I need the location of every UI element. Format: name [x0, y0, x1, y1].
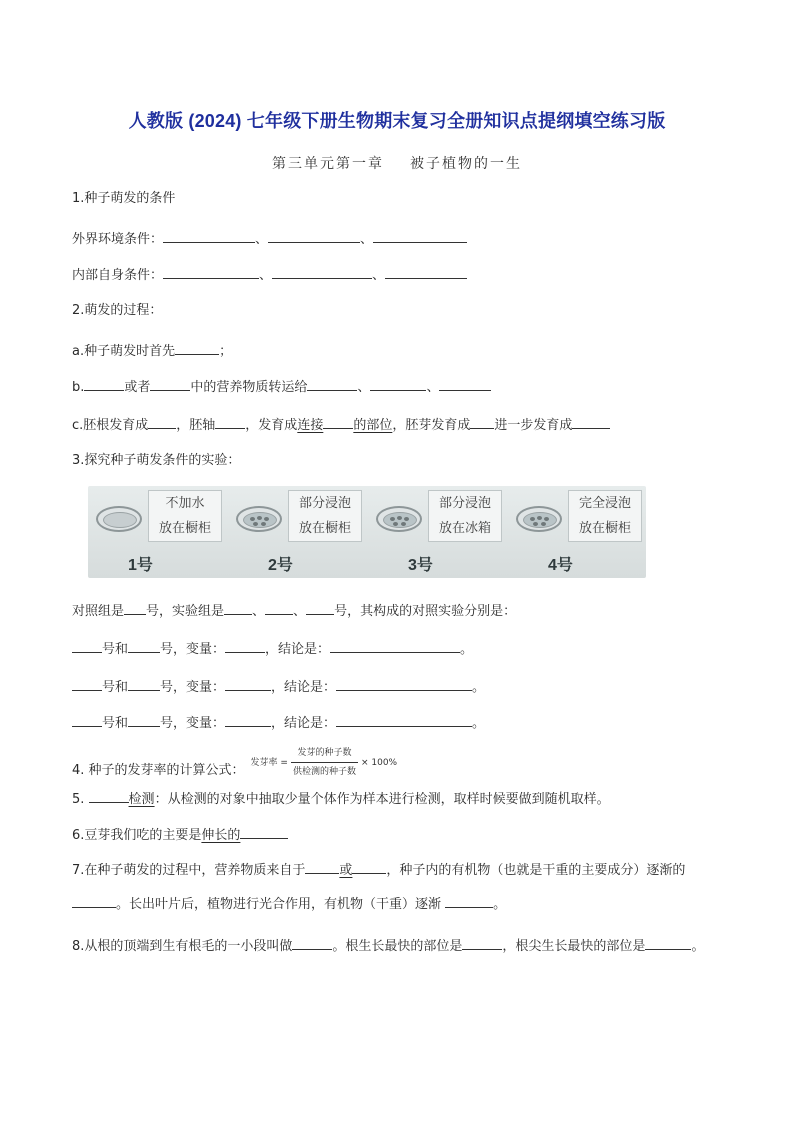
formula-rhs: × 100%: [360, 758, 398, 768]
blank[interactable]: [128, 676, 160, 691]
q3-text: 号，变量：: [160, 642, 226, 657]
q2-c-row: [72, 414, 610, 435]
q3-text: 号和: [102, 716, 129, 731]
q8-paragraph: [72, 930, 722, 964]
q3-text: 号和: [102, 680, 129, 695]
petri-dish-icon: [96, 506, 142, 532]
q3-text: ，结论是：: [265, 642, 331, 657]
q2-c-underlined: 的部位: [353, 418, 393, 433]
separator: 、: [360, 232, 374, 247]
q2-b-text: 中的营养物质转运给: [190, 380, 308, 395]
blank[interactable]: [307, 376, 357, 391]
q5-row: [72, 788, 610, 809]
q2-heading: 2.萌发的过程：: [72, 303, 163, 318]
dish-condition: 完全浸泡 放在橱柜: [568, 490, 642, 542]
separator: 、: [252, 604, 266, 619]
q1-external-label: 外界环境条件：: [72, 232, 164, 247]
blank[interactable]: [336, 676, 472, 691]
blank[interactable]: [163, 228, 255, 243]
blank[interactable]: [225, 638, 265, 653]
q1-internal-label: 内部自身条件：: [72, 268, 164, 283]
q7-paragraph: [72, 854, 722, 922]
formula-numerator: 发芽的种子数: [291, 744, 358, 763]
blank[interactable]: [385, 264, 467, 279]
q5-text: ：从检测的对象中抽取少量个体作为样本进行检测，取样时候要做到随机取样。: [154, 792, 610, 807]
q7-or: 或: [339, 863, 353, 878]
q2-a-text: a.种子萌发时首先: [72, 344, 176, 359]
blank[interactable]: [72, 676, 102, 691]
q2-c-underlined: 连接: [297, 418, 324, 433]
q7-text: 7.在种子萌发的过程中，营养物质来自于: [72, 863, 306, 878]
chapter-label: 被子植物的一生: [410, 156, 522, 172]
q1-external-row: [72, 228, 467, 249]
dish-panel-1: [88, 486, 226, 578]
q2-c-text: ，胚芽发育成: [392, 418, 471, 433]
q3-text: 。: [472, 716, 486, 731]
q3-pair-row: [72, 676, 485, 697]
q2-b-or: 或者: [124, 380, 151, 395]
petri-dish-icon: [516, 506, 562, 532]
q3-control-row: [72, 600, 516, 621]
q4-heading: 4. 种子的发芽率的计算公式：: [72, 763, 245, 778]
q2-a-row: [72, 340, 232, 361]
q7-text: 。长出叶片后，植物进行光合作用，有机物（干重）逐渐: [116, 897, 446, 912]
q5-keyword: 检测: [128, 792, 155, 807]
experiment-figure: [88, 486, 646, 578]
blank[interactable]: [645, 935, 691, 950]
blank[interactable]: [84, 376, 124, 391]
blank[interactable]: [265, 600, 293, 615]
q2-a-end: ；: [219, 344, 233, 359]
blank[interactable]: [215, 414, 245, 429]
blank[interactable]: [224, 600, 252, 615]
dish-condition: 部分浸泡 放在冰箱: [428, 490, 502, 542]
q3-text: 。: [472, 680, 486, 695]
blank[interactable]: [462, 935, 502, 950]
q5-prefix: 5.: [72, 792, 85, 807]
q3-text: ，结论是：: [271, 716, 337, 731]
blank[interactable]: [128, 638, 160, 653]
separator: 、: [259, 268, 273, 283]
q6-text: 6.豆芽我们吃的主要是: [72, 828, 202, 843]
blank[interactable]: [240, 824, 288, 839]
dish-condition: 不加水 放在橱柜: [148, 490, 222, 542]
q7-text: ，种子内的有机物（也就是干重的主要成分）逐渐的: [386, 863, 686, 878]
blank[interactable]: [439, 376, 491, 391]
separator: 、: [293, 604, 307, 619]
blank[interactable]: [445, 893, 493, 908]
blank[interactable]: [272, 264, 372, 279]
dish-panel-3: [368, 486, 506, 578]
section-subtitle: [0, 153, 794, 173]
dish-number: 1号: [128, 557, 153, 574]
q2-c-text: ，胚轴: [176, 418, 216, 433]
dish-number: 4号: [548, 557, 573, 574]
dish-panel-4: [508, 486, 646, 578]
q1-internal-row: [72, 264, 467, 285]
separator: 、: [357, 380, 371, 395]
q3-text: 号，其构成的对照实验分别是：: [334, 604, 517, 619]
separator: 、: [372, 268, 386, 283]
q3-text: 号，实验组是: [146, 604, 225, 619]
page-title: 人教版 (2024) 七年级下册生物期末复习全册知识点提纲填空练习版: [128, 111, 666, 131]
blank[interactable]: [89, 788, 129, 803]
blank[interactable]: [268, 228, 360, 243]
blank[interactable]: [225, 676, 271, 691]
q3-pair-row: [72, 638, 473, 659]
q3-text: 号和: [102, 642, 129, 657]
blank[interactable]: [373, 228, 467, 243]
q2-c-text: ，发育成: [245, 418, 298, 433]
blank[interactable]: [175, 340, 219, 355]
dish-panel-2: [228, 486, 366, 578]
q1-heading: 1.种子萌发的条件: [72, 191, 176, 206]
blank[interactable]: [323, 414, 353, 429]
blank[interactable]: [470, 414, 494, 429]
q4-row: [72, 748, 398, 789]
q3-text: 号，变量：: [160, 716, 226, 731]
blank[interactable]: [72, 893, 116, 908]
q6-keyword: 伸长的: [201, 828, 241, 843]
q7-text: 。: [493, 897, 507, 912]
q2-c-text: 进一步发育成: [494, 418, 573, 433]
q3-text: 。: [460, 642, 474, 657]
dish-number: 3号: [408, 557, 433, 574]
blank[interactable]: [128, 712, 160, 727]
formula-denominator: 供检测的种子数: [292, 767, 356, 777]
blank[interactable]: [352, 859, 386, 874]
unit-label: 第三单元第一章: [272, 156, 384, 172]
q8-text: 8.从根的顶端到生有根毛的一小段叫做: [72, 939, 293, 954]
blank[interactable]: [72, 712, 102, 727]
q3-pair-row: [72, 712, 485, 733]
q8-text: 。根生长最快的部位是: [332, 939, 463, 954]
blank[interactable]: [292, 935, 332, 950]
petri-dish-icon: [376, 506, 422, 532]
q8-text: 。: [691, 939, 705, 954]
separator: 、: [255, 232, 269, 247]
blank[interactable]: [336, 712, 472, 727]
blank[interactable]: [306, 600, 334, 615]
blank[interactable]: [305, 859, 339, 874]
dish-condition: 部分浸泡 放在橱柜: [288, 490, 362, 542]
petri-dish-icon: [236, 506, 282, 532]
blank[interactable]: [124, 600, 146, 615]
dish-number: 2号: [268, 557, 293, 574]
q3-heading: 3.探究种子萌发条件的实验：: [72, 453, 241, 468]
q6-row: [72, 824, 288, 845]
blank[interactable]: [163, 264, 259, 279]
q3-text: ，结论是：: [271, 680, 337, 695]
formula-lhs: 发芽率 =: [250, 758, 288, 768]
q2-b-row: [72, 376, 491, 397]
blank[interactable]: [572, 414, 610, 429]
separator: 、: [426, 380, 440, 395]
blank[interactable]: [370, 376, 426, 391]
blank[interactable]: [148, 414, 176, 429]
blank[interactable]: [72, 638, 102, 653]
q3-text: 号，变量：: [160, 680, 226, 695]
blank[interactable]: [150, 376, 190, 391]
q8-text: ，根尖生长最快的部位是: [502, 939, 646, 954]
q2-b-prefix: b.: [72, 380, 85, 395]
q2-c-text: c.胚根发育成: [72, 418, 149, 433]
q3-text: 对照组是: [72, 604, 125, 619]
blank[interactable]: [330, 638, 460, 653]
germination-formula: [251, 744, 398, 781]
blank[interactable]: [225, 712, 271, 727]
